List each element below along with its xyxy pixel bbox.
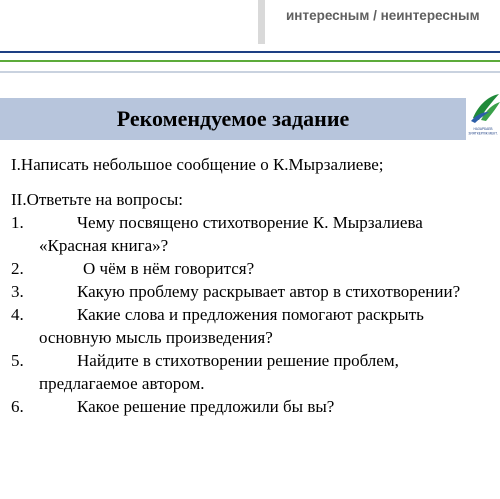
top-caption: интересным / неинтересным (286, 8, 480, 23)
top-divider (258, 0, 265, 44)
question-number: 2. (11, 259, 24, 278)
header-rule-blue (0, 51, 500, 53)
svg-text:ЗИЯТКЕРЛІК МЕКТ.: ЗИЯТКЕРЛІК МЕКТ. (468, 131, 498, 136)
question-text: О чём в нём говорится? (83, 259, 255, 278)
task-1: I.Написать небольшое сообщение о К.Мырзалиеве; (11, 155, 384, 174)
header-rule-grey (0, 71, 500, 73)
question-text: Какое решение предложили бы вы? (77, 397, 335, 416)
question-number: 1. (11, 213, 24, 232)
question-text: Какую проблему раскрывает автор в стихотворении? (77, 282, 461, 301)
question-5-cont: предлагаемое автором. (39, 374, 205, 393)
svg-text:НАЗАРБАЕВ: НАЗАРБАЕВ (473, 127, 493, 131)
header-rule-green (0, 60, 500, 62)
question-number: 4. (11, 305, 24, 324)
question-number: 5. (11, 351, 24, 370)
question-number: 3. (11, 282, 24, 301)
question-text: Найдите в стихотворении решение проблем, (77, 351, 399, 370)
question-text: Какие слова и предложения помогают раскрыть (77, 305, 424, 324)
title-banner (0, 98, 466, 140)
question-1-cont: «Красная книга»? (39, 236, 169, 255)
question-text: Чему посвящено стихотворение К. Мырзалиева (77, 213, 423, 232)
task-2: II.Ответьте на вопросы: (11, 190, 184, 209)
green-leaf-logo-icon (467, 90, 500, 148)
question-number: 6. (11, 397, 24, 416)
slide-title: Рекомендуемое задание (116, 106, 350, 131)
question-4-cont: основную мысль произведения? (39, 328, 273, 347)
